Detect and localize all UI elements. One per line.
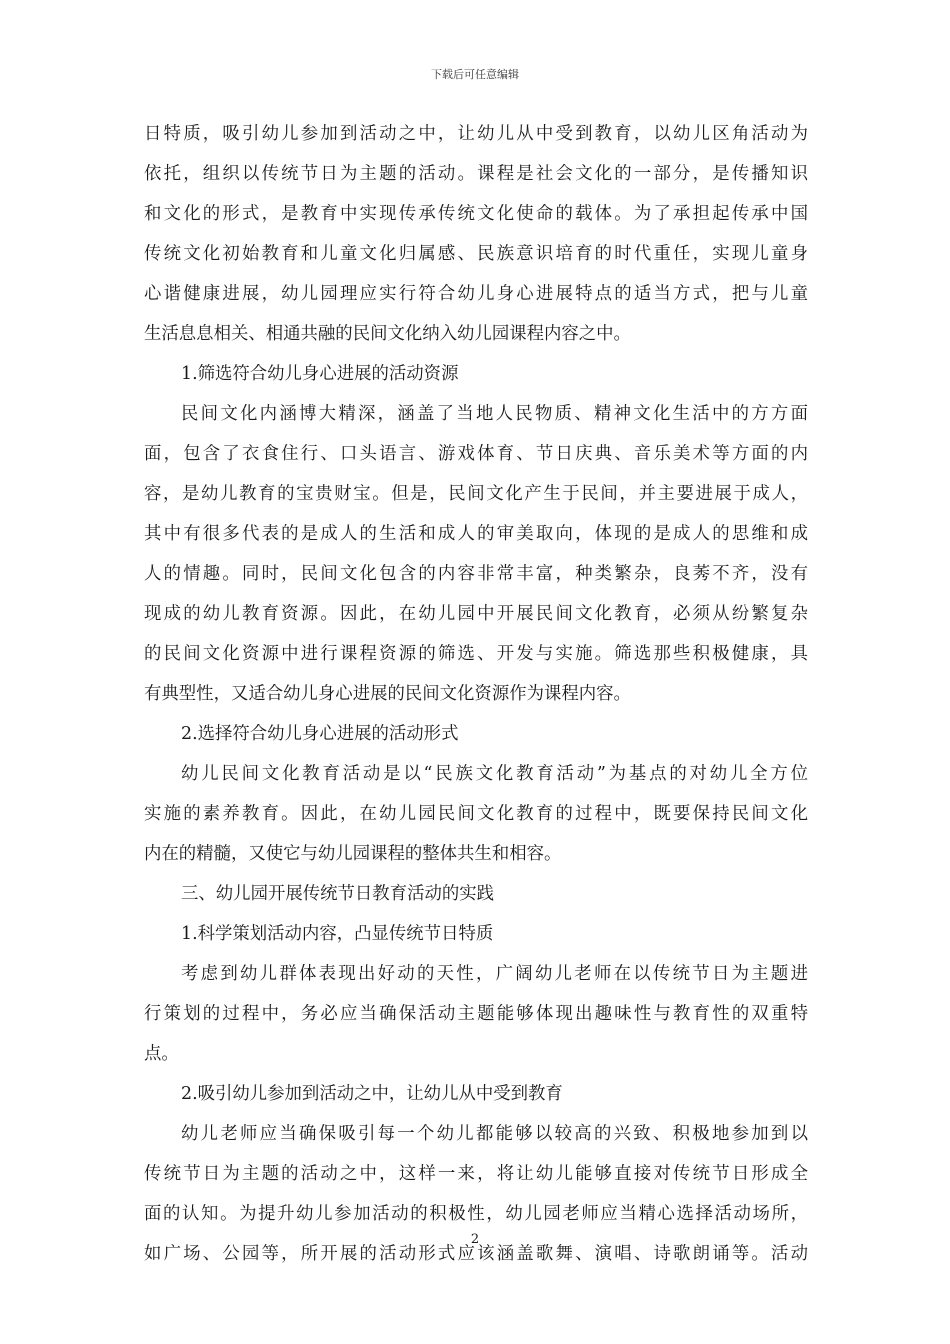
page-number: 2 — [470, 1232, 480, 1247]
text-line: 内在的精髓，又使它与幼儿园课程的整体共生和相容。 — [144, 844, 562, 864]
section-heading: 2.选择符合幼儿身心进展的活动形式 — [181, 724, 459, 744]
text-line: 传统节日为主题的活动之中，这样一来，将让幼儿能够直接对传统节日形成全 — [144, 1164, 808, 1184]
text-line: 传统文化初始教育和儿童文化归属感、民族意识培育的时代重任，实现儿童身 — [144, 244, 808, 264]
text-line: 心谐健康进展，幼儿园理应实行符合幼儿身心进展特点的适当方式，把与儿童 — [144, 284, 808, 304]
text-line: 现成的幼儿教育资源。因此，在幼儿园中开展民间文化教育，必须从纷繁复杂 — [144, 604, 808, 624]
text-line: 民间文化内涵博大精深，涵盖了当地人民物质、精神文化生活中的方方面 — [181, 404, 808, 424]
text-line: 依托，组织以传统节日为主题的活动。课程是社会文化的一部分，是传播知识 — [144, 164, 808, 184]
section-heading: 2.吸引幼儿参加到活动之中，让幼儿从中受到教育 — [181, 1084, 563, 1104]
text-line: 人的情趣。同时，民间文化包含的内容非常丰富，种类繁杂，良莠不齐，没有 — [144, 564, 808, 584]
text-line: 生活息息相关、相通共融的民间文化纳入幼儿园课程内容之中。 — [144, 324, 631, 344]
text-line: 如广场、公园等，所开展的活动形式应该涵盖歌舞、演唱、诗歌朗诵等。活动 — [144, 1244, 808, 1264]
text-line: 容，是幼儿教育的宝贵财宝。但是，民间文化产生于民间，并主要进展于成人， — [144, 484, 808, 504]
text-line: 其中有很多代表的是成人的生活和成人的审美取向，体现的是成人的思维和成 — [144, 524, 808, 544]
text-line: 点。 — [144, 1044, 179, 1064]
text-line: 幼儿民间文化教育活动是以“民族文化教育活动”为基点的对幼儿全方位 — [181, 764, 808, 784]
text-line: 日特质，吸引幼儿参加到活动之中，让幼儿从中受到教育，以幼儿区角活动为 — [144, 124, 808, 144]
text-line: 幼儿老师应当确保吸引每一个幼儿都能够以较高的兴致、积极地参加到以 — [181, 1124, 808, 1144]
section-heading: 1.科学策划活动内容，凸显传统节日特质 — [181, 924, 494, 944]
text-line: 和文化的形式，是教育中实现传承传统文化使命的载体。为了承担起传承中国 — [144, 204, 808, 224]
text-line: 考虑到幼儿群体表现出好动的天性，广阔幼儿老师在以传统节日为主题进 — [181, 964, 808, 984]
text-line: 行策划的过程中，务必应当确保活动主题能够体现出趣味性与教育性的双重特 — [144, 1004, 808, 1024]
text-line: 实施的素养教育。因此，在幼儿园民间文化教育的过程中，既要保持民间文化 — [144, 804, 808, 824]
text-line: 面，包含了衣食住行、口头语言、游戏体育、节日庆典、音乐美术等方面的内 — [144, 444, 808, 464]
document-body — [144, 114, 808, 1274]
section-heading: 三、幼儿园开展传统节日教育活动的实践 — [181, 884, 495, 904]
section-heading: 1.筛选符合幼儿身心进展的活动资源 — [181, 364, 459, 384]
page-header: 下载后可任意编辑 — [431, 68, 519, 81]
text-line: 有典型性，又适合幼儿身心进展的民间文化资源作为课程内容。 — [144, 684, 631, 704]
text-line: 面的认知。为提升幼儿参加活动的积极性，幼儿园老师应当精心选择活动场所， — [144, 1204, 808, 1224]
text-line: 的民间文化资源中进行课程资源的筛选、开发与实施。筛选那些积极健康，具 — [144, 644, 808, 664]
